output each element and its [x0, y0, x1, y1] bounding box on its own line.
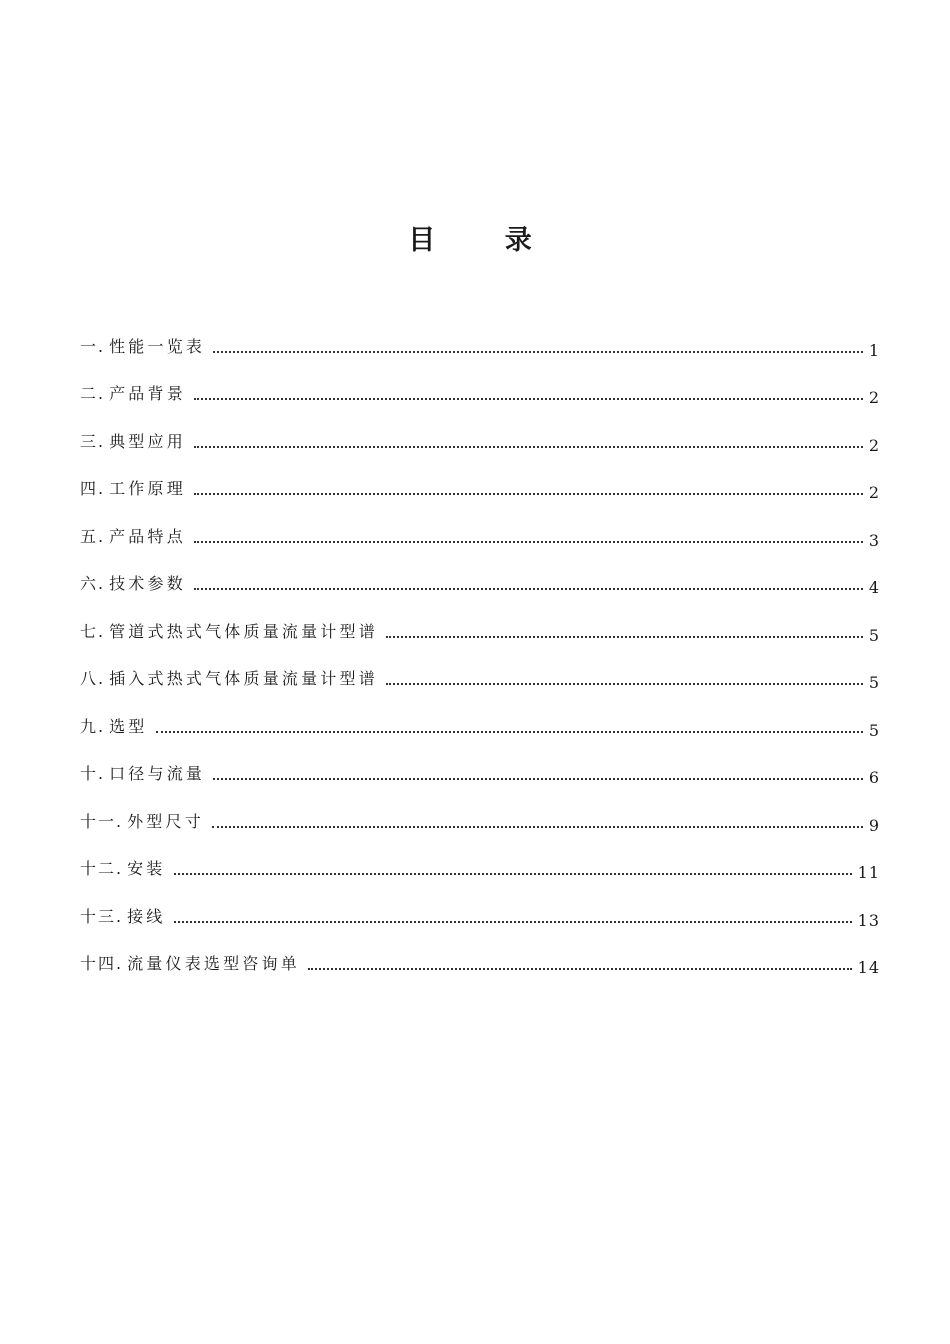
toc-entry-page: 4 [868, 578, 880, 597]
toc-entry-number: 三. [80, 431, 106, 451]
toc-entry[interactable] [80, 409, 880, 457]
toc-entry-number: 九. [80, 716, 106, 736]
toc-entry-number: 五. [80, 526, 106, 546]
toc-entry-page: 11 [857, 863, 880, 882]
toc-entry-title: 流量仪表选型咨询单 [127, 954, 300, 973]
toc-entry-page: 14 [857, 958, 880, 977]
toc-entry-title: 技术参数 [109, 574, 186, 593]
toc-entry[interactable] [80, 314, 880, 362]
toc-entry-number: 一. [80, 336, 106, 356]
toc-entry-number: 十. [80, 764, 106, 783]
toc-entry-number: 二. [80, 384, 106, 403]
toc-entry-title: 安装 [127, 859, 166, 878]
toc-entry-title: 外型尺寸 [127, 811, 204, 831]
toc-entry-title: 工作原理 [109, 479, 186, 498]
toc-entry[interactable] [80, 694, 880, 742]
toc-entry-number: 四. [80, 479, 106, 498]
toc-entry[interactable] [80, 932, 880, 980]
toc-dot-leader [194, 588, 863, 590]
toc-entry-number: 六. [80, 574, 106, 593]
toc-entry-title: 插入式热式气体质量流量计型谱 [109, 669, 378, 688]
toc-entry[interactable] [80, 599, 880, 647]
toc-entry-page: 9 [868, 815, 880, 835]
toc-dot-leader [213, 778, 863, 780]
toc-dot-leader [212, 826, 863, 828]
toc-entry[interactable] [80, 647, 880, 695]
toc-dot-leader [386, 683, 863, 685]
toc-entry[interactable] [80, 504, 880, 552]
page-title: 目 录 [408, 225, 562, 256]
toc-entry[interactable] [80, 789, 880, 837]
toc-entry-page: 5 [868, 625, 880, 645]
toc-entry-number: 十二. [80, 859, 124, 878]
toc-dot-leader [194, 493, 863, 495]
toc-entry-page: 3 [868, 530, 880, 550]
toc-entry-title: 口径与流量 [109, 764, 206, 783]
toc-entry-number: 十三. [80, 906, 124, 926]
table-of-contents [80, 314, 880, 979]
toc-entry-page: 5 [868, 720, 880, 740]
toc-entry-title: 选型 [109, 716, 148, 736]
toc-dot-leader [174, 873, 852, 875]
toc-entry-page: 2 [868, 483, 880, 502]
toc-dot-leader [386, 636, 863, 638]
toc-entry-page: 2 [868, 388, 880, 407]
toc-dot-leader [194, 398, 863, 400]
toc-dot-leader [194, 446, 863, 448]
toc-entry[interactable] [80, 362, 880, 410]
toc-dot-leader [194, 541, 863, 543]
toc-entry-title: 接线 [127, 906, 166, 926]
toc-entry-page: 5 [868, 673, 880, 692]
toc-entry-title: 产品特点 [109, 526, 186, 546]
toc-entry[interactable] [80, 457, 880, 505]
toc-entry-title: 典型应用 [109, 431, 186, 451]
toc-entry-title: 性能一览表 [109, 336, 206, 356]
toc-entry-page: 1 [868, 340, 880, 360]
toc-entry-page: 6 [868, 768, 880, 787]
toc-dot-leader [156, 731, 863, 733]
toc-entry[interactable] [80, 837, 880, 885]
toc-entry-number: 八. [80, 669, 106, 688]
toc-dot-leader [213, 351, 863, 353]
toc-entry[interactable] [80, 742, 880, 790]
toc-entry[interactable] [80, 884, 880, 932]
toc-dot-leader [308, 968, 852, 970]
toc-entry-number: 十一. [80, 811, 124, 831]
toc-entry-page: 13 [857, 910, 880, 930]
toc-entry-number: 七. [80, 621, 106, 641]
toc-entry-title: 管道式热式气体质量流量计型谱 [109, 621, 378, 641]
toc-entry-number: 十四. [80, 954, 124, 973]
toc-entry-title: 产品背景 [109, 384, 186, 403]
toc-entry-page: 2 [868, 435, 880, 455]
toc-entry[interactable] [80, 552, 880, 600]
toc-dot-leader [174, 921, 852, 923]
